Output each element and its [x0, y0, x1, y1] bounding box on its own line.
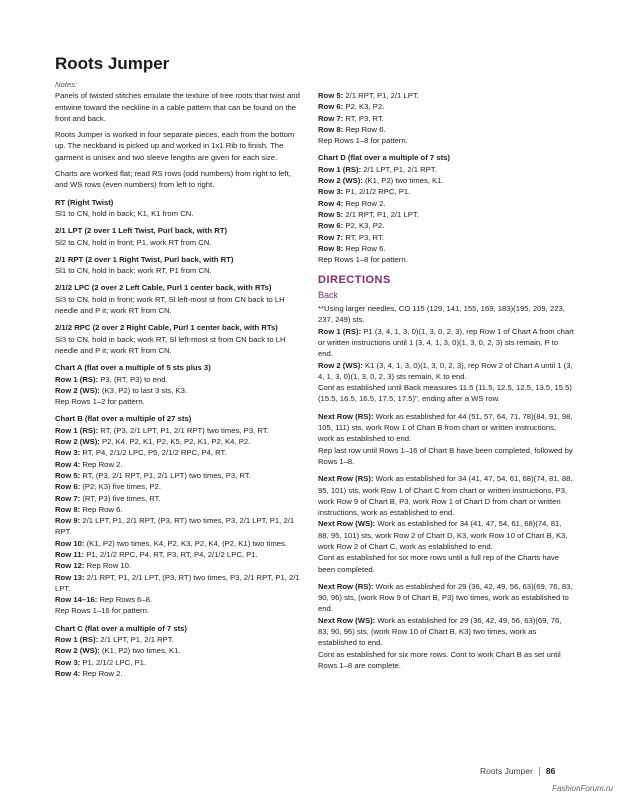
stitch-definition [55, 197, 302, 220]
row-text: Rep Row 6. [345, 243, 386, 253]
row-label: Row 8: [318, 243, 344, 253]
stitch-definition [55, 282, 302, 316]
row-label: Row 13: [55, 572, 85, 582]
stitch-definition [55, 225, 302, 248]
row-text: P2, K4, P2, K1, P2, K5, P2, K1, P2, K4, P2. [101, 437, 251, 447]
chart-block [55, 413, 302, 616]
row-label: Row 3: [55, 448, 81, 458]
pattern-row [318, 113, 574, 124]
pattern-row [318, 232, 574, 243]
row-text: P2, K3, P2. [345, 102, 385, 112]
directions-block [318, 473, 574, 575]
directions-block [318, 581, 574, 671]
pattern-row [55, 459, 302, 470]
row-label: Row 2 (WS): [318, 176, 363, 186]
chart-block [55, 623, 302, 679]
chart-d-section [318, 152, 574, 265]
row-text: 2/1 LPT, P1, 2/1 RPT. [363, 164, 437, 174]
pattern-row [55, 504, 302, 515]
pattern-row [318, 254, 574, 265]
row-label: Row 6: [318, 221, 344, 231]
row-text: Work as established for 29 (36, 42, 49, 56, 63)(69, 76, 83, 90, 96) sts, (work Row 9 of Chart B, P3) two times, work as established to end. [318, 581, 573, 614]
right-column [318, 90, 574, 676]
pattern-row [318, 220, 574, 231]
stitch-desc: Sl1 to CN, hold in back; work RT, P1 from CN. [55, 266, 212, 276]
pattern-row [318, 518, 574, 552]
row-text: RT, P4, 2/1/2 LPC, P5, 2/1/2 RPC, P4, RT. [82, 448, 227, 458]
row-text: Work as established for 44 (51, 57, 64, 71, 78)(84, 91, 98, 105, 111) sts, work Row 1 of Chart B from chart or written instructions, work as established to end. [318, 411, 573, 444]
row-text: Work as established for 34 (41, 47, 54, 61, 68)(74, 81, 88, 95, 101) sts, work Row 1 of Chart C from chart or written instructions, P3, work Row 9 of Chart B, P3, work Row 1 of Chart D from chart or written instructions, work as established to end. [318, 474, 573, 518]
notes-label: Notes: [55, 80, 78, 89]
chart-c-continued [318, 90, 574, 146]
chart-b-section [55, 413, 302, 616]
row-text: (K1, P2) two times, K4, P2, K3, P2, K4, (P2, K1) two times. [86, 538, 288, 548]
row-label: Row 2 (WS): [55, 385, 100, 395]
stitch-name: 2/1 LPT (2 over 1 Left Twist, Purl back, with RT) [55, 226, 228, 236]
row-label: Row 1 (RS): [55, 635, 99, 645]
notes [55, 90, 302, 190]
row-label: Row 5: [318, 91, 344, 100]
row-label: Row 1 (RS): [55, 425, 99, 435]
row-label: Row 7: [55, 493, 81, 503]
row-text: 2/1 RPT, P1, 2/1 LPT. [345, 91, 419, 100]
row-text: RT, P3, RT. [345, 113, 384, 123]
row-text: Rep Row 6. [82, 504, 123, 514]
row-text: 2/1 LPT, P1, 2/1 RPT. [100, 635, 174, 645]
stitch-name: 2/1 RPT (2 over 1 Right Twist, Purl back, with RT) [55, 254, 234, 264]
pattern-row [318, 615, 574, 649]
pattern-row [318, 360, 574, 383]
pattern-row [55, 374, 302, 385]
row-text: P3, (RT, P3) to end. [100, 374, 168, 384]
row-label: Row 6: [318, 102, 344, 112]
row-label: Row 12: [55, 561, 85, 571]
stitch-name: RT (Right Twist) [55, 197, 114, 207]
pattern-row [318, 186, 574, 197]
row-text: Rep Rows 1–8 for pattern. [318, 255, 408, 265]
pattern-row [318, 101, 574, 112]
pattern-row [318, 581, 574, 615]
chart-a-section [55, 362, 302, 407]
row-text: 2/1 LPT, P1, 2/1 RPT, (P3, RT) two times, P3, 2/1 LPT, P1, 2/1 RPT. [55, 516, 295, 537]
row-text: Rep Row 2. [82, 459, 123, 469]
pattern-row [318, 243, 574, 254]
pattern-row [55, 396, 302, 407]
stitch-name: 2/1/2 RPC (2 over 2 Right Cable, Purl 1 center back, with RTs) [55, 323, 278, 333]
row-text: Rep Row 10. [86, 561, 132, 571]
page-footer [480, 766, 555, 776]
footer-title: Roots Jumper [480, 766, 533, 776]
chart-title: Chart A (flat over a multiple of 5 sts plus 3) [55, 363, 211, 373]
row-text: **Using larger needles, CO 115 (129, 141, 155, 169, 183)(195, 209, 223, 237, 249) sts. [318, 304, 565, 325]
directions-heading: DIRECTIONS [318, 274, 391, 287]
pattern-row [318, 411, 574, 445]
row-text: Rep Row 2. [345, 198, 386, 208]
pattern-row [55, 481, 302, 492]
pattern-row [55, 605, 302, 616]
row-label: Next Row (WS): [318, 519, 376, 529]
row-text: Rep Row 2. [82, 668, 123, 678]
pattern-row [318, 445, 574, 468]
row-text: Rep Rows 1–8 for pattern. [318, 136, 408, 146]
notes-paragraph: Charts are worked flat; read RS rows (odd numbers) from right to left, and WS rows (even numbers) from left to right. [55, 169, 291, 190]
directions-body [318, 303, 574, 671]
pattern-row [55, 425, 302, 436]
pattern-row [318, 175, 574, 186]
pattern-row [55, 572, 302, 595]
row-text: Work as established for 29 (36, 42, 49, 56, 63)(69, 76, 83, 90, 96) sts, (work Row 10 of Chart B, K3) two times, work as established to end. [318, 615, 562, 648]
stitch-desc: Sl3 to CN, hold in front; work RT, Sl left-most st from CN back to LH needle and P it; work RT from CN. [55, 294, 285, 316]
directions-block [318, 303, 574, 405]
pattern-row [55, 645, 302, 656]
row-text: P2, K3, P2. [345, 221, 385, 231]
row-label: Row 5: [55, 470, 81, 480]
pattern-row [55, 594, 302, 605]
row-text: P1, 2/1/2 LPC, P1. [82, 657, 147, 667]
row-text: 2/1 RPT, P1, 2/1 LPT. [345, 209, 419, 219]
row-text: Rep Rows 1–16 for pattern. [55, 606, 150, 616]
row-text: (P2, K3) five times, P2. [82, 482, 161, 492]
pattern-row [55, 668, 302, 679]
row-text: P1, 2/1/2 RPC, P4, RT, P3, RT, P4, 2/1/2 LPC, P1. [86, 549, 258, 559]
stitch-desc: Sl2 to CN, hold in front; P1, work RT from CN. [55, 237, 212, 247]
pattern-row [318, 552, 574, 575]
row-text: Rep last row until Rows 1–16 of Chart B have been completed, followed by Rows 1–8. [318, 445, 573, 466]
row-text: Cont as established until Back measures 11.5 (11.5, 12.5, 12.5, 13.5, 15.5)(15.5, 16.5, 16.5, 17.5, 17.5)", ending after a WS row. [318, 383, 572, 404]
pattern-row [55, 549, 302, 560]
row-label: Row 3: [318, 187, 344, 197]
pattern-row [318, 303, 574, 326]
pattern-row [318, 164, 574, 175]
row-text: Work as established for 34 (41, 47, 54, 61, 68)(74, 81, 88, 95, 101) sts, work Row 2 of Chart D, K3, work Row 10 of Chart B, K3, work Row 2 of Chart C, work as established to end. [318, 519, 568, 551]
row-label: Next Row (WS): [318, 615, 376, 625]
chart-title: Chart D (flat over a multiple of 7 sts) [318, 153, 450, 163]
row-text: Rep Row 6. [345, 124, 386, 134]
pattern-row [318, 209, 574, 220]
pattern-row [55, 447, 302, 458]
pattern-row [55, 634, 302, 645]
row-label: Next Row (RS): [318, 411, 374, 421]
footer-divider [539, 767, 540, 776]
row-label: Row 8: [318, 124, 344, 134]
row-text: (K1, P2) two times, K1. [364, 176, 444, 186]
row-label: Row 4: [55, 459, 81, 469]
row-label: Next Row (RS): [318, 474, 374, 484]
pattern-row [318, 326, 574, 360]
page-title: Roots Jumper [55, 54, 170, 73]
pattern-row [318, 382, 574, 405]
row-label: Row 14–16: [55, 595, 98, 605]
row-text: (RT, P3) five times, RT. [82, 493, 161, 503]
pattern-row [318, 124, 574, 135]
pattern-row [55, 560, 302, 571]
stitch-definition [55, 254, 302, 277]
page-number: 86 [545, 766, 556, 776]
chart-block [318, 152, 574, 265]
stitch-name: 2/1/2 LPC (2 over 2 Left Cable, Purl 1 center back, with RTs) [55, 283, 272, 293]
row-label: Row 2 (WS): [55, 646, 100, 656]
row-label: Row 7: [318, 232, 344, 242]
row-text: K1 (3, 4, 1, 3, 0)(1, 3, 0, 2, 3), rep Row 2 of Chart A until 1 (3, 4, 1, 3, 0)(1, 3, 0, 2, 3) sts remain, K to end. [318, 360, 573, 381]
row-text: Rep Rows 6–8. [99, 595, 153, 605]
row-text: Rep Rows 1–2 for pattern. [55, 397, 145, 407]
row-text: Cont as established for six more rows until a full rep of the Charts have been completed. [318, 553, 559, 574]
watermark: FashionForum.ru [552, 784, 613, 793]
row-text: Cont as established for six more rows. Cont to work Chart B as set until Rows 1–8 are complete. [318, 649, 561, 670]
row-label: Row 7: [318, 113, 344, 123]
pattern-row [318, 90, 574, 101]
row-label: Row 9: [55, 516, 81, 526]
row-label: Row 6: [55, 482, 81, 492]
row-label: Row 2 (WS): [318, 360, 363, 370]
back-subheading: Back [318, 289, 339, 300]
pattern-row [55, 470, 302, 481]
chart-block [318, 90, 574, 146]
row-label: Row 10: [55, 538, 85, 548]
stitch-desc: Sl3 to CN, hold in back; work RT, Sl left-most st from CN back to LH needle and P it; work RT from CN. [55, 334, 286, 355]
pattern-row [55, 515, 302, 538]
row-label: Row 2 (WS): [55, 437, 100, 447]
row-text: P1 (3, 4, 1, 3, 0)(1, 3, 0, 2, 3), rep Row 1 of Chart A from chart or written instructions until 1 (3, 4, 1, 3, 0)(1, 3, 0, 2, 3) sts remain, P to end. [318, 326, 574, 359]
row-label: Row 8: [55, 504, 81, 514]
pattern-row [55, 385, 302, 396]
row-text: (K3, P2) to last 3 sts, K3. [101, 385, 188, 395]
chart-title: Chart B (flat over a multiple of 27 sts) [55, 414, 192, 424]
row-label: Row 1 (RS): [318, 326, 362, 336]
row-label: Row 4: [55, 668, 81, 678]
stitch-definition [55, 322, 302, 356]
chart-title: Chart C (flat over a multiple of 7 sts) [55, 623, 187, 633]
pattern-row [318, 135, 574, 146]
row-label: Row 3: [55, 657, 81, 667]
pattern-row [318, 649, 574, 672]
row-text: P1, 2/1/2 RPC, P1. [345, 187, 411, 197]
directions-block [318, 411, 574, 467]
row-label: Row 11: [55, 549, 85, 559]
pattern-row [55, 538, 302, 549]
pattern-row [55, 436, 302, 447]
pattern-row [55, 493, 302, 504]
row-label: Row 1 (RS): [318, 164, 362, 174]
pattern-row [318, 473, 574, 518]
row-label: Row 4: [318, 198, 344, 208]
stitch-definitions [55, 197, 302, 357]
notes-paragraph: Panels of twisted stitches emulate the texture of tree roots that twist and entwine toward the neckline in a cable pattern that can be found on the front and back. [55, 91, 300, 123]
row-text: 2/1 RPT, P1, 2/1 LPT, (P3, RT) two times, P3, 2/1 RPT, P1, 2/1 LPT. [55, 572, 300, 593]
row-text: RT, (P3, 2/1 LPT, P1, 2/1 RPT) two times, P3, RT. [100, 425, 269, 435]
pattern-row [55, 657, 302, 668]
row-text: RT, (P3, 2/1 RPT, P1, 2/1 LPT) two times, P3, RT. [82, 470, 251, 480]
pattern-row [318, 198, 574, 209]
row-text: (K1, P2) two times, K1. [101, 646, 181, 656]
row-text: RT, P3, RT. [345, 232, 384, 242]
row-label: Next Row (RS): [318, 581, 374, 591]
row-label: Row 1 (RS): [55, 374, 99, 384]
notes-paragraph: Roots Jumper is worked in four separate pieces, each from the bottom up. The neckband is picked up and worked in 1x1 Rib to finish. The garment is unisex and two sleeve lengths are given for each size. [55, 130, 295, 162]
row-label: Row 5: [318, 209, 344, 219]
stitch-desc: Sl1 to CN, hold in back; K1, K1 from CN. [55, 208, 194, 218]
chart-c-section [55, 623, 302, 679]
left-column [55, 79, 302, 684]
chart-block [55, 362, 302, 407]
